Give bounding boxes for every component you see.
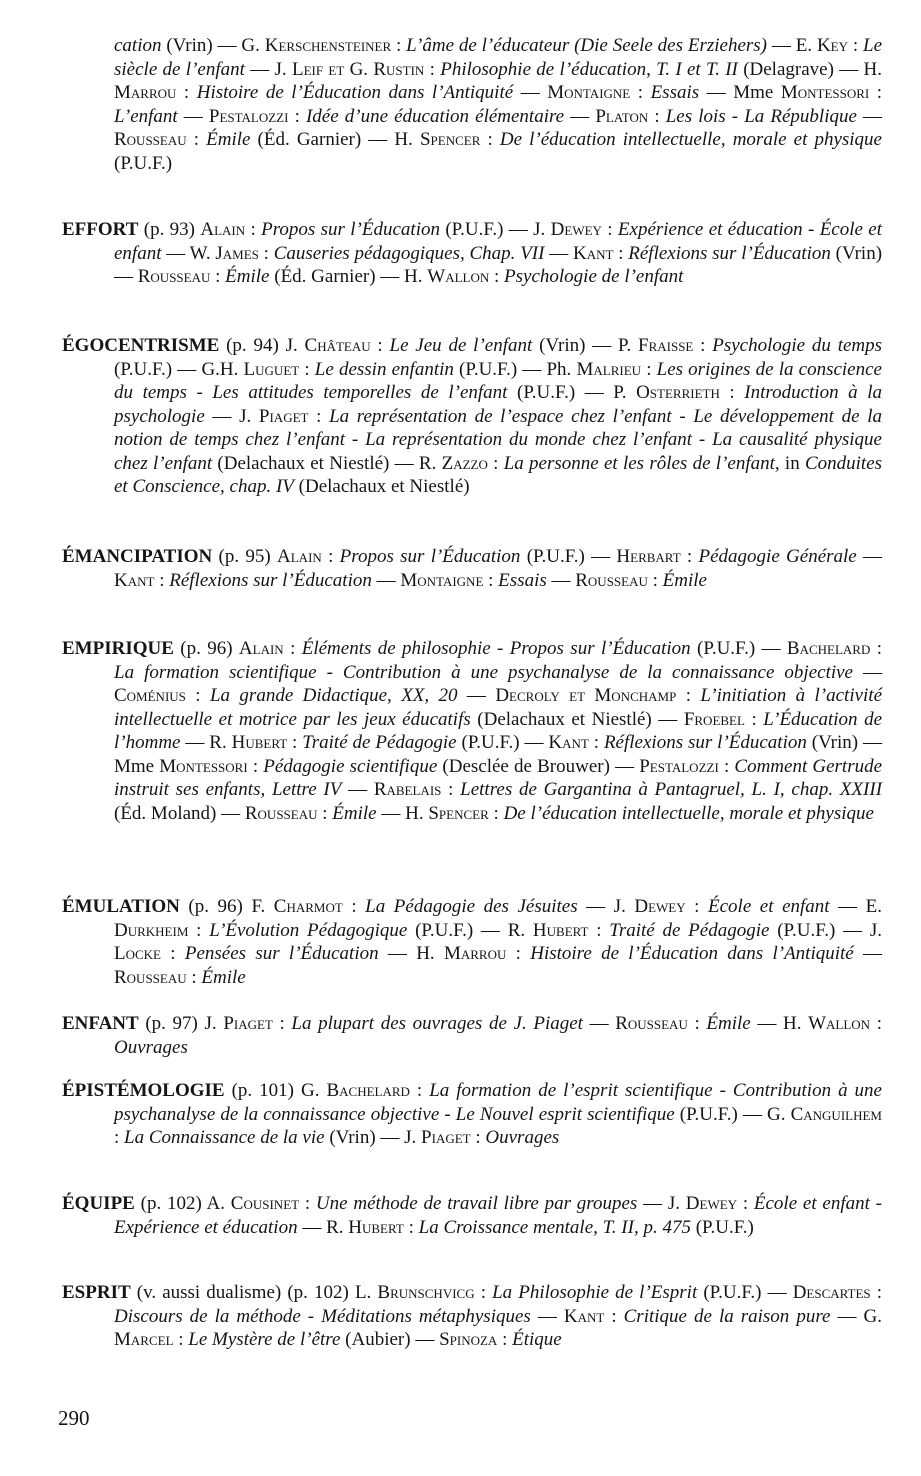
citation-text: : (488, 802, 504, 824)
citation-text: — (582, 1013, 616, 1034)
author-name: Château (304, 335, 371, 356)
citation-text: : (685, 896, 709, 917)
citation-text: : (176, 82, 197, 103)
work-title: Émile (332, 802, 377, 824)
citation-text: — (856, 546, 883, 567)
citation-text: : (848, 35, 863, 56)
author-name: Froebel (683, 708, 745, 730)
citation-text: : (154, 569, 170, 591)
citation-text: : (648, 105, 666, 127)
citation-text: (P.U.F.) — J. (769, 919, 882, 941)
citation-text: (P.U.F.) — Ph. (453, 358, 577, 380)
entry-enfant (62, 1012, 882, 1059)
entry-headword: ESPRIT (62, 1282, 131, 1303)
citation-text: : (489, 266, 505, 287)
citation-text: : (258, 242, 274, 264)
citation-text: : (409, 1080, 430, 1101)
author-name: Alain (277, 546, 322, 567)
work-title: Le Mystère de l’être (188, 1329, 341, 1350)
citation-text: A. (206, 1193, 231, 1214)
author-name: Osterrieth (636, 382, 720, 403)
citation-text: : (441, 779, 461, 800)
author-name: Kant (563, 1305, 605, 1327)
work-title: Traité de Pédagogie (609, 919, 770, 941)
entry-page-ref: (p. 94) (219, 335, 286, 356)
author-name: Kerschensteiner (264, 35, 392, 56)
citation-text: (Vrin) — J. (324, 1127, 422, 1148)
citation-text: — W. (161, 242, 216, 264)
citation-text: : (299, 1193, 316, 1214)
work-title: Expérience et éducation - École et enfant (114, 219, 883, 264)
citation-text: (Vrin) — (114, 242, 883, 287)
citation-text: — H. (750, 1013, 809, 1034)
citation-text: : (870, 638, 883, 659)
work-title: Discours de la méthode - Méditations métaphysiques (114, 1305, 531, 1327)
work-title: Éléments de philosophie - Propos sur l’Éducation (301, 638, 691, 659)
work-title: École et enfant - Expérience et éducation (114, 1193, 883, 1238)
work-title: Les lois - La République (665, 105, 857, 127)
citation-text: : (317, 802, 333, 824)
citation-text: (P.U.F.) — (456, 732, 549, 753)
citation-text: : (391, 35, 407, 56)
citation-text: : (506, 943, 531, 964)
author-name: Spencer (419, 129, 481, 150)
author-name: Cousinet (230, 1193, 300, 1214)
work-title: La plupart des ouvrages de J. Piaget (291, 1013, 583, 1034)
author-name: Coménius (114, 685, 186, 706)
author-name: Malrieu (576, 358, 642, 380)
author-name: Piaget (258, 405, 309, 427)
citation-text: : (173, 1329, 189, 1350)
entry-headword: ÉMULATION (62, 896, 180, 917)
citation-text: — (457, 685, 496, 706)
author-name: Locke (114, 943, 161, 964)
work-title: Émile (206, 129, 251, 150)
citation-text: — (513, 82, 548, 103)
work-title: La Philosophie de l’Esprit (492, 1282, 698, 1303)
citation-text: : (185, 685, 210, 706)
citation-text: : (114, 1127, 125, 1148)
citation-text: — R. (297, 1216, 349, 1238)
author-name: Rousseau (114, 129, 187, 150)
work-title: Le siècle de l’enfant (114, 35, 882, 80)
citation-text: : (321, 546, 340, 567)
citation-text: — J. (577, 896, 635, 917)
author-name: Brunschvicg (377, 1282, 475, 1303)
entry-esprit (62, 1281, 882, 1352)
citation-text: — (177, 105, 209, 127)
author-name: Decroly et Monchamp (495, 685, 677, 706)
entry-page-ref: (p. 101) (224, 1080, 301, 1101)
citation-text: : (719, 382, 745, 403)
work-title: De l’éducation intellectuelle, morale et physique (499, 129, 882, 150)
page-number: 290 (58, 1406, 90, 1430)
citation-text: (P.U.F.) — (690, 638, 787, 659)
work-title: Émile (662, 569, 707, 591)
work-title: L’Éducation de l’homme (114, 708, 883, 753)
work-title: Les origines de la conscience du temps - Les attitudes temporelles de l’enfant (114, 358, 882, 403)
author-name: Piaget (223, 1013, 273, 1034)
citation-text: (Desclée de Brouwer) — (437, 755, 640, 777)
citation-text: — H. (376, 802, 429, 824)
citation-text: : (161, 943, 185, 964)
work-title: Réflexions sur l’Éducation (628, 242, 831, 264)
work-title: Le Jeu de l’enfant (389, 335, 533, 356)
citation-text: — G. (830, 1305, 882, 1327)
author-name: Bachelard (326, 1080, 410, 1101)
entry-headword: ÉPISTÉMOLOGIE (62, 1080, 225, 1101)
citation-text: : (870, 1013, 882, 1034)
work-title: Ouvrages (485, 1127, 560, 1148)
entry-page-ref: (p. 93) (138, 219, 201, 240)
citation-text: — E. (767, 35, 817, 56)
author-name: Descartes (792, 1282, 871, 1303)
work-title: La représentation de l’espace chez l’enfant - Le développement de la notion de temps chez l’enfant - La représentation du monde chez l’enfant - La causalité physique chez l’enfant (114, 405, 882, 474)
entry-headword: EMPIRIQUE (62, 638, 174, 659)
citation-text: (P.U.F.) (690, 1216, 754, 1238)
citation-text: (Vrin) — P. (532, 335, 639, 356)
citation-text: G. (301, 1080, 327, 1101)
work-title: Idée d’une éducation élémentaire (305, 105, 565, 127)
work-title: Psychologie de l’enfant (504, 266, 684, 287)
work-title: Psychologie du temps (712, 335, 883, 356)
author-name: Spencer (428, 802, 489, 824)
citation-text: : (247, 755, 264, 777)
work-title: Pensées sur l’Éducation (184, 943, 379, 964)
entry-page-ref: (p. 102) (134, 1193, 207, 1214)
author-name: Bachelard (786, 638, 871, 659)
citation-text: (P.U.F.) — (697, 1282, 793, 1303)
work-title: Propos sur l’Éducation (261, 219, 440, 240)
citation-text: — (371, 569, 401, 591)
author-name: Rousseau (244, 802, 318, 824)
work-title: Introduction à la psychologie (114, 382, 882, 427)
entry-headword: ÉMANCIPATION (62, 546, 213, 567)
citation-text: : (588, 919, 610, 941)
citation-text: (P.U.F.) — P. (507, 382, 637, 403)
citation-text: : (630, 82, 651, 103)
citation-text: — (564, 105, 596, 127)
entry-headword: ÉQUIPE (62, 1193, 135, 1214)
citation-text: : (641, 358, 657, 380)
author-name: Leif et (291, 58, 345, 80)
citation-text: : (403, 1216, 419, 1238)
author-name: Montaigne (547, 82, 631, 103)
citation-text: (Delachaux et Niestlé) (293, 476, 470, 497)
citation-text: : (186, 129, 207, 150)
author-name: Alain (200, 219, 246, 240)
citation-text: : (470, 1127, 486, 1148)
work-title: Réflexions sur l’Éducation (169, 569, 372, 591)
author-name: Marrou (114, 82, 177, 103)
citation-text: : (245, 219, 262, 240)
citation-text: L. (354, 1282, 378, 1303)
author-name: Charmot (273, 896, 343, 917)
work-title: La Pédagogie des Jésuites (365, 896, 578, 917)
work-title: Essais (498, 569, 547, 591)
citation-text: F. (251, 896, 274, 917)
work-title: Critique de la raison pure (623, 1305, 831, 1327)
citation-text: — R. (180, 732, 232, 753)
author-name: Pestalozzi (208, 105, 289, 127)
citation-text: (Delachaux et Niestlé) — R. (212, 452, 442, 474)
citation-text: — H. (378, 943, 444, 964)
work-title: Histoire de l’Éducation dans l’Antiquité (196, 82, 514, 103)
work-title: La personne et les rôles de l’enfant, (503, 452, 780, 474)
citation-text: : (647, 569, 663, 591)
citation-text: — J. (637, 1193, 686, 1214)
entry-headword: EFFORT (62, 219, 139, 240)
citation-text: G. (344, 58, 374, 80)
citation-text: — (544, 242, 573, 264)
citation-text: — (856, 105, 883, 127)
work-title: Philosophie de l’éducation, T. I et T. II (440, 58, 738, 80)
author-name: Rustin (373, 58, 425, 80)
citation-text: (P.U.F.) — G.H. (114, 358, 244, 380)
work-title: Le dessin enfantin (314, 358, 454, 380)
author-name: Hubert (348, 1216, 404, 1238)
work-title: La grande Didactique, XX, 20 (209, 685, 458, 706)
work-title: École et enfant (708, 896, 830, 917)
citation-text: — (530, 1305, 564, 1327)
citation-text: : (870, 1282, 883, 1303)
citation-text: : (718, 755, 735, 777)
author-name: James (215, 242, 259, 264)
entry-epistemologie (62, 1079, 882, 1150)
author-name: Rousseau (137, 266, 211, 287)
work-title: Traité de Pédagogie (302, 732, 457, 753)
author-name: Hubert (532, 919, 589, 941)
author-name: Dewey (685, 1193, 738, 1214)
citation-text: (Delachaux et Niestlé) — (470, 708, 684, 730)
citation-text: : (483, 569, 499, 591)
entry-page-ref: (p. 95) (212, 546, 278, 567)
citation-text: : (272, 1013, 292, 1034)
work-title: Une méthode de travail libre par groupes (315, 1193, 638, 1214)
work-title: L’Évolution Pédagogique (209, 919, 408, 941)
citation-text: in (779, 452, 805, 474)
citation-text: : (287, 732, 303, 753)
citation-text: : (744, 708, 764, 730)
citation-text: (P.U.F.) — G. (674, 1103, 791, 1125)
citation-text: (Aubier) — (340, 1329, 440, 1350)
citation-text: : (737, 1193, 754, 1214)
citation-text: : (370, 335, 390, 356)
work-title: Réflexions sur l’Éducation (603, 732, 807, 753)
entry-effort (62, 218, 882, 289)
author-name: Canguilhem (790, 1103, 882, 1125)
citation-text: : (188, 919, 210, 941)
author-name: Rabelais (373, 779, 442, 800)
author-name: Fraisse (638, 335, 694, 356)
citation-text: — (853, 943, 883, 964)
citation-text: : (869, 82, 883, 103)
author-name: Pestalozzi (639, 755, 719, 777)
entry-headword: ÉGOCENTRISME (62, 335, 220, 356)
author-name: Wallon (427, 266, 490, 287)
work-title: Histoire de l’Éducation dans l’Antiquité (530, 943, 854, 964)
citation-text: : (687, 1013, 707, 1034)
citation-text: : (299, 358, 315, 380)
author-name: Marcel (114, 1329, 174, 1350)
citation-text: : (604, 1305, 624, 1327)
author-name: Rousseau (575, 569, 648, 591)
author-name: Dewey (634, 896, 686, 917)
work-title: Étique (512, 1329, 562, 1350)
citation-text: (P.U.F.) — J. (439, 219, 551, 240)
citation-text: (Éd. Moland) — (114, 802, 245, 824)
citation-text: : (693, 335, 713, 356)
work-title: Ouvrages (114, 1036, 188, 1058)
citation-text: — Mme (699, 82, 781, 103)
author-name: Hubert (231, 732, 288, 753)
entry-emulation (62, 895, 882, 989)
work-title: De l’éducation intellectuelle, morale et physique (503, 802, 874, 824)
author-name: Wallon (808, 1013, 871, 1034)
work-title: Conduites et Conscience, chap. IV (114, 452, 883, 497)
author-name: Alain (238, 638, 284, 659)
work-title: Émile (225, 266, 270, 287)
author-name: Montessori (159, 755, 248, 777)
citation-text: : (480, 129, 500, 150)
work-title: cation (114, 35, 162, 56)
citation-text: : (601, 219, 618, 240)
citation-text: : (186, 966, 202, 988)
author-name: Kant (114, 569, 155, 591)
citation-text: (Delagrave) — H. (737, 58, 882, 80)
work-title: La Croissance mentale, T. II, p. 475 (418, 1216, 691, 1238)
citation-text: (Éd. Garnier) — H. (250, 129, 420, 150)
author-name: Kant (548, 732, 589, 753)
author-name: Kant (573, 242, 614, 264)
work-title: Émile (706, 1013, 751, 1034)
citation-text: : (342, 896, 366, 917)
work-title: L’âme de l’éducateur (Die Seele des Erziehers) (406, 35, 767, 56)
entry-continuation (114, 34, 882, 175)
citation-text: : (474, 1282, 493, 1303)
citation-text: : (424, 58, 441, 80)
citation-text: (P.U.F.) (114, 152, 173, 174)
work-title: La formation de l’esprit scientifique - Contribution à une psychanalyse de la connaissance objective - Le Nouvel esprit scientifique (114, 1080, 882, 1125)
citation-text: — E. (829, 896, 883, 917)
author-name: Durkheim (114, 919, 189, 941)
citation-text: : (680, 546, 699, 567)
author-name: Key (816, 35, 848, 56)
citation-text: : (283, 638, 302, 659)
author-name: Zazzo (441, 452, 488, 474)
work-title: Pédagogie scientifique (263, 755, 438, 777)
entry-page-ref: (p. 96) (173, 638, 239, 659)
author-name: Marrou (443, 943, 507, 964)
citation-text: : (676, 685, 701, 706)
work-title: L’enfant (114, 105, 178, 127)
author-name: Rousseau (114, 966, 187, 988)
author-name: Platon (595, 105, 649, 127)
citation-text: — (546, 569, 576, 591)
author-name: Luguet (243, 358, 300, 380)
citation-text: J. (204, 1013, 224, 1034)
citation-text: : (613, 242, 629, 264)
work-title: Émile (201, 966, 246, 988)
entry-egocentrisme (62, 334, 882, 499)
work-title: La formation scientifique - Contribution à une psychanalyse de la connaissance objective (114, 661, 853, 683)
citation-text: — (341, 779, 374, 800)
work-title: Comment Gertrude instruit ses enfants, Lettre IV (114, 755, 883, 800)
author-name: Montessori (780, 82, 870, 103)
work-title: Causeries pédagogiques, Chap. VII (273, 242, 545, 264)
citation-text: — J. (244, 58, 292, 80)
work-title: La Connaissance de la vie (124, 1127, 325, 1148)
author-name: Piaget (421, 1127, 471, 1148)
citation-text: (P.U.F.) — R. (407, 919, 533, 941)
citation-text: : (210, 266, 226, 287)
author-name: Dewey (550, 219, 602, 240)
author-name: Rousseau (615, 1013, 688, 1034)
citation-text: — (853, 661, 882, 683)
entry-page-ref: (v. aussi dualisme) (p. 102) (130, 1282, 355, 1303)
entry-page-ref: (p. 97) (138, 1013, 205, 1034)
citation-text: : (308, 405, 330, 427)
entry-empirique (62, 637, 882, 825)
citation-text: : (497, 1329, 513, 1350)
work-title: Propos sur l’Éducation (339, 546, 521, 567)
citation-text: J. (285, 335, 305, 356)
work-title: Pédagogie Générale (698, 546, 857, 567)
author-name: Spinoza (439, 1329, 498, 1350)
work-title: Essais (650, 82, 700, 103)
citation-text: (Vrin) — Mme (114, 732, 883, 777)
citation-text: (P.U.F.) — (520, 546, 617, 567)
citation-text: (Éd. Garnier) — H. (269, 266, 428, 287)
citation-text: — J. (204, 405, 259, 427)
work-title: L’initiation à l’activité intellectuelle et motrice par les jeux éducatifs (114, 685, 883, 730)
author-name: Montaigne (400, 569, 484, 591)
entry-emancipation (62, 545, 882, 592)
author-name: Herbart (616, 546, 681, 567)
entry-page-ref: (p. 96) (179, 896, 252, 917)
citation-text: : (288, 105, 306, 127)
entry-headword: ENFANT (62, 1013, 139, 1034)
citation-text: (Vrin) — G. (161, 35, 265, 56)
citation-text: : (487, 452, 504, 474)
entry-equipe (62, 1192, 882, 1239)
citation-text: : (588, 732, 604, 753)
work-title: Lettres de Gargantina à Pantagruel, L. I, chap. XXIII (460, 779, 883, 800)
